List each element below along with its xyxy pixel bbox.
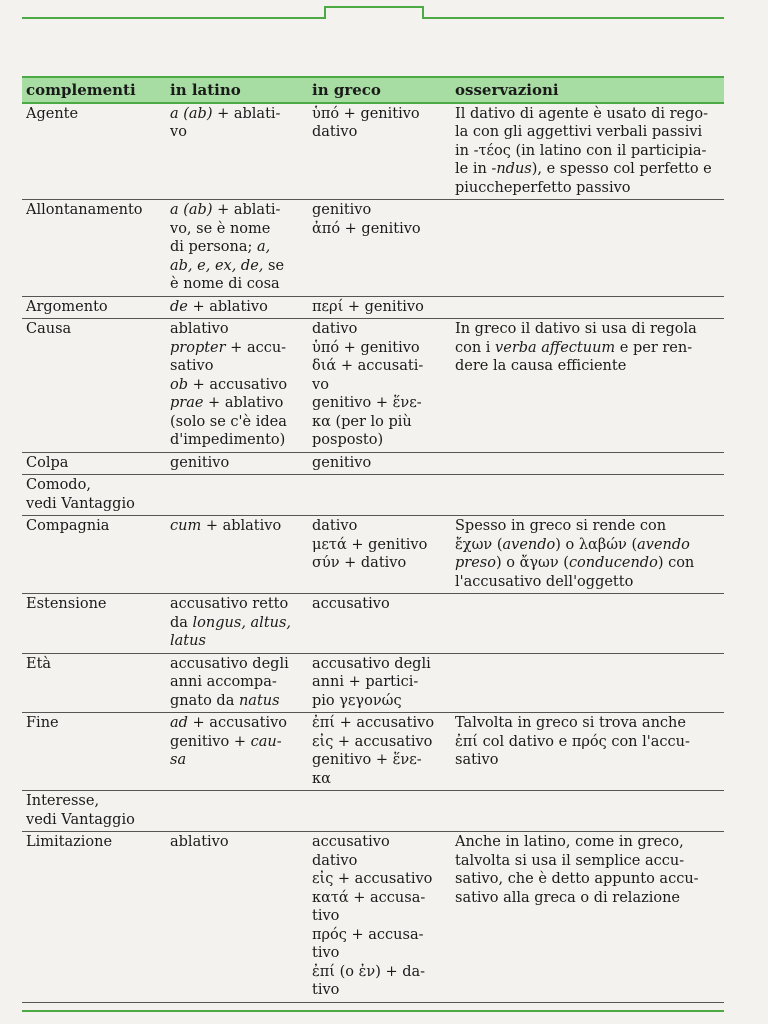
- table-row: [22, 713, 724, 791]
- cell-line: ἐπί + accusativo: [312, 715, 435, 731]
- greek-construction: [308, 452, 451, 475]
- cell-line: κα (per lo più: [312, 413, 412, 430]
- cell-line: tivo: [312, 982, 340, 998]
- cell-line: da longus, altus,: [170, 614, 292, 631]
- cell-line: Comodo,: [26, 477, 91, 493]
- cell-line: In greco il dativo si usa di regola: [455, 321, 697, 337]
- cell-line: le in -ndus), e spesso col perfetto e: [455, 161, 712, 177]
- latin-construction: [166, 653, 308, 713]
- complement-name: [22, 653, 166, 713]
- cell-line: genitivo: [312, 454, 372, 471]
- header-complementi: complementi: [22, 77, 166, 103]
- table-row: [22, 200, 724, 297]
- latin-construction: [166, 452, 308, 475]
- greek-construction: [308, 653, 451, 713]
- cell-line: Limitazione: [26, 834, 113, 850]
- observations: [451, 791, 724, 832]
- greek-construction: [308, 713, 451, 791]
- cell-line: dativo: [312, 852, 358, 869]
- observations: [451, 103, 724, 200]
- latin-construction: [166, 296, 308, 319]
- header-in-greco: in greco: [308, 77, 451, 103]
- cell-line: accusativo degli: [312, 655, 431, 672]
- cell-line: anni accompa-: [170, 674, 277, 690]
- cell-line: dere la causa efficiente: [455, 358, 627, 374]
- cell-line: preso) o ἄγων (conducendo) con: [455, 555, 695, 571]
- cell-line: ablativo: [170, 321, 229, 337]
- cell-line: Interesse,: [26, 793, 100, 809]
- header-osservazioni: osservazioni: [451, 77, 724, 103]
- observations: [451, 296, 724, 319]
- greek-construction: [308, 475, 451, 516]
- cell-line: διά + accusati-: [312, 358, 424, 374]
- table-header-row: [22, 77, 724, 103]
- greek-construction: [308, 516, 451, 594]
- cell-line: ἐπί col dativo e πρός con l'accu-: [455, 733, 690, 750]
- observations: [451, 475, 724, 516]
- cell-line: dativo: [312, 124, 358, 140]
- cell-line: dativo: [312, 518, 358, 534]
- complement-name: [22, 452, 166, 475]
- greek-construction: [308, 594, 451, 654]
- cell-line: genitivo + cau-: [170, 733, 282, 750]
- cell-line: Anche in latino, come in greco,: [455, 834, 684, 850]
- cell-line: Spesso in greco si rende con: [455, 518, 667, 534]
- cell-line: κατά + accusa-: [312, 889, 426, 906]
- cell-line: Causa: [26, 321, 72, 337]
- cell-line: Colpa: [26, 454, 69, 471]
- complement-name: [22, 296, 166, 319]
- latin-construction: [166, 594, 308, 654]
- cell-line: ob + accusativo: [170, 376, 288, 393]
- cell-line: de + ablativo: [170, 298, 268, 315]
- table-row: [22, 296, 724, 319]
- complement-name: [22, 475, 166, 516]
- table-row: [22, 791, 724, 832]
- cell-line: ἀπό + genitivo: [312, 220, 421, 237]
- cell-line: la con gli aggettivi verbali passivi: [455, 124, 703, 140]
- cell-line: a (ab) + ablati-: [170, 202, 281, 218]
- table-row: [22, 594, 724, 654]
- cell-line: Estensione: [26, 596, 107, 612]
- cell-line: ἔχων (avendo) o λαβών (avendo: [455, 536, 690, 553]
- cell-line: εἰς + accusativo: [312, 733, 433, 750]
- cell-line: sativo, che è detto appunto accu-: [455, 871, 699, 887]
- cell-line: propter + accu-: [170, 339, 287, 356]
- greek-construction: [308, 791, 451, 832]
- observations: [451, 653, 724, 713]
- table-row: [22, 832, 724, 1003]
- observations: [451, 200, 724, 297]
- table-row: [22, 475, 724, 516]
- cell-line: ad + accusativo: [170, 715, 288, 731]
- cell-line: vo: [312, 376, 329, 393]
- cell-line: ἐπί (o ἐν) + da-: [312, 963, 426, 980]
- latin-construction: [166, 791, 308, 832]
- cell-line: genitivo: [312, 202, 372, 218]
- observations: [451, 452, 724, 475]
- cell-line: sa: [170, 752, 187, 768]
- cell-line: accusativo: [312, 834, 390, 850]
- cell-line: talvolta si usa il semplice accu-: [455, 852, 685, 869]
- cell-line: genitivo + ἕνε-: [312, 752, 422, 768]
- cell-line: Età: [26, 655, 52, 672]
- cell-line: vo: [170, 124, 187, 140]
- cell-line: genitivo: [170, 454, 230, 471]
- complement-name: [22, 713, 166, 791]
- cell-line: ὑπό + genitivo: [312, 105, 420, 122]
- cell-line: cum + ablativo: [170, 518, 282, 534]
- table-row: [22, 452, 724, 475]
- cell-line: di persona; a,: [170, 239, 271, 255]
- cell-line: vedi Vantaggio: [26, 811, 135, 828]
- cell-line: Fine: [26, 715, 59, 731]
- bottom-rule: [22, 1010, 724, 1012]
- cell-line: accusativo: [312, 596, 390, 612]
- latin-construction: [166, 516, 308, 594]
- observations: [451, 713, 724, 791]
- latin-construction: [166, 103, 308, 200]
- cell-line: dativo: [312, 321, 358, 337]
- table-body: [22, 103, 724, 1003]
- cell-line: Talvolta in greco si trova anche: [455, 715, 686, 731]
- observations: [451, 319, 724, 453]
- table-row: [22, 103, 724, 200]
- cell-line: Agente: [26, 105, 79, 122]
- top-rule: [0, 0, 768, 24]
- cell-line: sativo: [170, 358, 214, 374]
- complement-name: [22, 319, 166, 453]
- latin-construction: [166, 713, 308, 791]
- cell-line: a (ab) + ablati-: [170, 105, 281, 122]
- complement-name: [22, 200, 166, 297]
- cell-line: Argomento: [26, 298, 108, 315]
- greek-construction: [308, 296, 451, 319]
- latin-construction: [166, 319, 308, 453]
- complement-name: [22, 791, 166, 832]
- complement-name: [22, 103, 166, 200]
- header-in-latino: in latino: [166, 77, 308, 103]
- latin-construction: [166, 475, 308, 516]
- cell-line: εἰς + accusativo: [312, 871, 433, 887]
- cell-line: vo, se è nome: [170, 220, 271, 237]
- cell-line: piuccheperfetto passivo: [455, 179, 631, 196]
- cell-line: ablativo: [170, 834, 229, 850]
- greek-construction: [308, 832, 451, 1003]
- cell-line: in -τέος (in latino con il participia-: [455, 142, 707, 159]
- cell-line: (solo se c'è idea: [170, 413, 287, 430]
- complements-table: [22, 76, 724, 1003]
- cell-line: posposto): [312, 432, 384, 448]
- cell-line: accusativo degli: [170, 655, 289, 672]
- greek-construction: [308, 103, 451, 200]
- cell-line: pio γεγονώς: [312, 692, 402, 709]
- cell-line: περί + genitivo: [312, 298, 424, 315]
- cell-line: tivo: [312, 945, 340, 961]
- observations: [451, 832, 724, 1003]
- table-row: [22, 653, 724, 713]
- cell-line: Allontanamento: [26, 202, 143, 218]
- cell-line: gnato da natus: [170, 692, 280, 709]
- cell-line: μετά + genitivo: [312, 536, 428, 553]
- cell-line: prae + ablativo: [170, 395, 284, 411]
- cell-line: l'accusativo dell'oggetto: [455, 573, 634, 590]
- cell-line: sativo: [455, 752, 499, 768]
- cell-line: sativo alla greca o di relazione: [455, 889, 681, 906]
- cell-line: anni + partici-: [312, 674, 419, 690]
- cell-line: Compagnia: [26, 518, 110, 534]
- cell-line: κα: [312, 770, 331, 787]
- table-row: [22, 516, 724, 594]
- complement-name: [22, 516, 166, 594]
- cell-line: πρός + accusa-: [312, 926, 424, 943]
- cell-line: vedi Vantaggio: [26, 495, 135, 512]
- complement-name: [22, 832, 166, 1003]
- cell-line: d'impedimento): [170, 432, 286, 448]
- cell-line: ὑπό + genitivo: [312, 339, 420, 356]
- cell-line: σύν + dativo: [312, 555, 407, 571]
- observations: [451, 516, 724, 594]
- cell-line: è nome di cosa: [170, 276, 280, 292]
- cell-line: con i verba affectuum e per ren-: [455, 339, 693, 356]
- cell-line: accusativo retto: [170, 596, 289, 612]
- complement-name: [22, 594, 166, 654]
- table-row: [22, 319, 724, 453]
- cell-line: genitivo + ἕνε-: [312, 395, 422, 411]
- greek-construction: [308, 200, 451, 297]
- greek-construction: [308, 319, 451, 453]
- cell-line: latus: [170, 633, 206, 649]
- cell-line: ab, e, ex, de, se: [170, 257, 285, 274]
- cell-line: Il dativo di agente è usato di rego-: [455, 105, 709, 122]
- observations: [451, 594, 724, 654]
- cell-line: tivo: [312, 908, 340, 924]
- latin-construction: [166, 832, 308, 1003]
- latin-construction: [166, 200, 308, 297]
